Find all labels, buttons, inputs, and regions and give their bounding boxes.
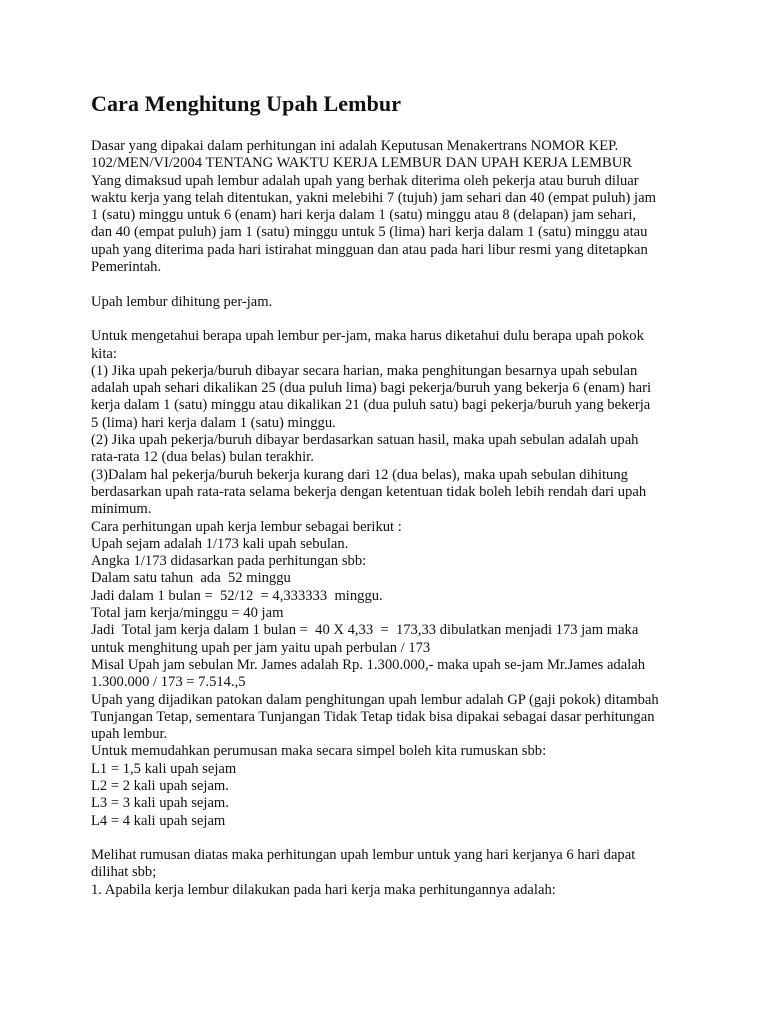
text-line: Upah sejam adalah 1/173 kali upah sebulan.: [91, 535, 349, 552]
text-line: Untuk memudahkan perumusan maka secara simpel boleh kita rumuskan sbb:: [91, 743, 547, 760]
text-line: Pemerintah.: [91, 259, 162, 276]
text-line: Jadi dalam 1 bulan = 52/12 = 4,333333 minggu.: [91, 587, 383, 604]
text-line: untuk menghitung upah per jam yaitu upah perbulan / 173: [91, 639, 431, 656]
document-page: [91, 87, 691, 899]
text-line: L4 = 4 kali upah sejam: [91, 812, 226, 829]
text-line: kerja dalam 1 (satu) minggu atau dikalikan 21 (dua puluh satu) bagi pekerja/buruh yang bekerja: [91, 397, 651, 414]
text-line: Total jam kerja/minggu = 40 jam: [91, 605, 284, 622]
text-line: Jadi Total jam kerja dalam 1 bulan = 40 X 4,33 = 173,33 dibulatkan menjadi 173 jam maka: [91, 622, 639, 639]
text-line: 1.300.000 / 173 = 7.514.,5: [91, 674, 246, 691]
text-line: Untuk mengetahui berapa upah lembur per-jam, maka harus diketahui dulu berapa upah pokok: [91, 328, 644, 345]
text-line: (3)Dalam hal pekerja/buruh bekerja kurang dari 12 (dua belas), maka upah sebulan dihitung: [91, 466, 628, 483]
text-line: Upah yang dijadikan patokan dalam penghitungan upah lembur adalah GP (gaji pokok) ditambah: [91, 691, 659, 708]
text-line: Dalam satu tahun ada 52 minggu: [91, 570, 291, 587]
text-line: minimum.: [91, 501, 152, 518]
text-line: Upah lembur dihitung per-jam.: [91, 293, 273, 310]
text-line: 102/MEN/VI/2004 TENTANG WAKTU KERJA LEMBUR DAN UPAH KERJA LEMBUR: [91, 155, 632, 172]
text-line: Dasar yang dipakai dalam perhitungan ini adalah Keputusan Menakertrans NOMOR KEP.: [91, 138, 619, 154]
text-line: Cara perhitungan upah kerja lembur sebagai berikut :: [91, 518, 402, 535]
text-line: upah lembur.: [91, 726, 168, 743]
text-line: dilihat sbb;: [91, 864, 157, 881]
text-line: dan 40 (empat puluh) jam 1 (satu) minggu untuk 5 (lima) hari kerja dalam 1 (satu) minggu atau: [91, 224, 648, 241]
text-line: Yang dimaksud upah lembur adalah upah yang berhak diterima oleh pekerja atau buruh diluar: [91, 172, 639, 189]
paragraph-gap: [91, 311, 691, 328]
text-line: (2) Jika upah pekerja/buruh dibayar berdasarkan satuan hasil, maka upah sebulan adalah upah: [91, 432, 639, 449]
document-body: [91, 138, 691, 899]
text-line: L1 = 1,5 kali upah sejam: [91, 760, 237, 777]
text-line: kita:: [91, 345, 117, 362]
text-line: Angka 1/173 didasarkan pada perhitungan sbb:: [91, 553, 367, 570]
paragraph-gap: [91, 830, 691, 847]
text-line: upah yang diterima pada hari istirahat mingguan dan atau pada hari libur resmi yang ditetapkan: [91, 241, 648, 258]
text-line: (1) Jika upah pekerja/buruh dibayar secara harian, maka penghitungan besarnya upah sebulan: [91, 362, 638, 379]
text-line: 5 (lima) hari kerja dalam 1 (satu) minggu.: [91, 414, 336, 431]
paragraph-gap: [91, 276, 691, 293]
text-line: adalah upah sehari dikalikan 25 (dua puluh lima) bagi pekerja/buruh yang bekerja 6 (enam) hari: [91, 380, 652, 397]
text-line: Misal Upah jam sebulan Mr. James adalah Rp. 1.300.000,- maka upah se-jam Mr.James adalah: [91, 656, 646, 673]
text-line: Melihat rumusan diatas maka perhitungan upah lembur untuk yang hari kerjanya 6 hari dapat: [91, 847, 636, 864]
text-line: L3 = 3 kali upah sejam.: [91, 795, 229, 812]
text-line: L2 = 2 kali upah sejam.: [91, 777, 229, 794]
text-line: 1. Apabila kerja lembur dilakukan pada hari kerja maka perhitungannya adalah:: [91, 881, 556, 898]
text-line: Tunjangan Tetap, sementara Tunjangan Tidak Tetap tidak bisa dipakai sebagai dasar perhitungan: [91, 708, 655, 725]
text-line: rata-rata 12 (dua belas) bulan terakhir.: [91, 449, 314, 466]
text-line: waktu kerja yang telah ditentukan, yakni melebihi 7 (tujuh) jam sehari dan 40 (empat puluh) jam: [91, 189, 656, 206]
text-line: 1 (satu) minggu untuk 6 (enam) hari kerja dalam 1 (satu) minggu atau 8 (delapan) jam sehari,: [91, 207, 637, 224]
text-line: berdasarkan upah rata-rata selama bekerja dengan ketentuan tidak boleh lebih rendah dari upah: [91, 483, 647, 500]
page-title: Cara Menghitung Upah Lembur: [91, 91, 402, 116]
